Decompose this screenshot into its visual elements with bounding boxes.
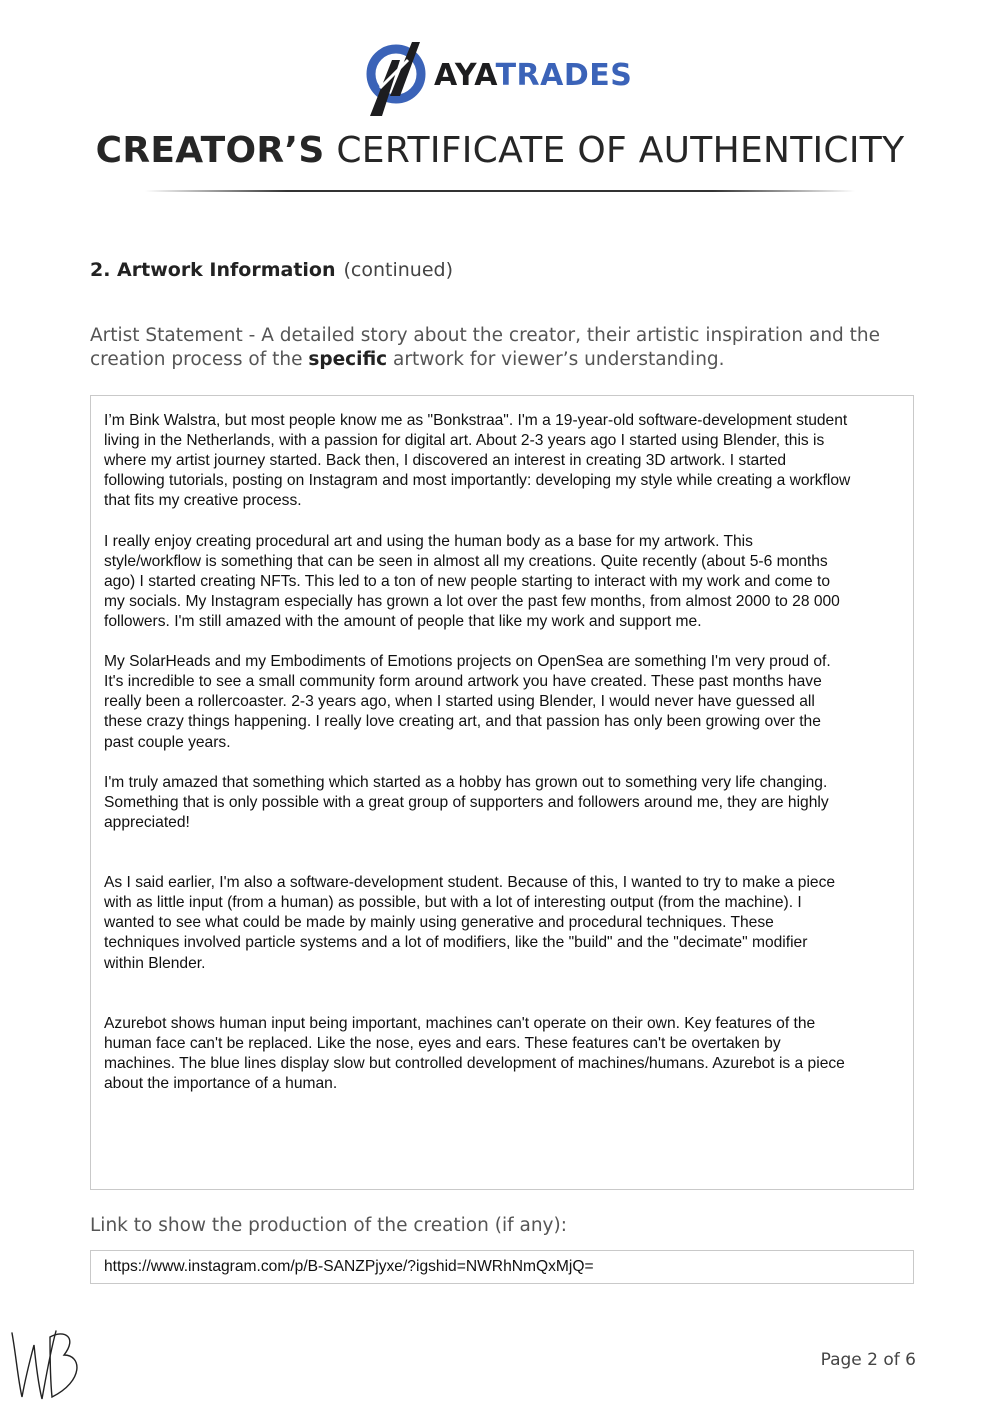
statement-label-pre: Artist Statement - A detailed story about the creator, their artistic inspiration and the creation process of the <box>90 325 881 370</box>
certificate-title-bold: CREATOR’S <box>95 130 325 171</box>
artist-statement-label <box>90 324 890 372</box>
statement-paragraph: I'm truly amazed that something which started as a hobby has grown out to something very life changing. Something that is only possible with a great group of supporters and followers around me, they are highly appreciated! <box>104 773 829 831</box>
logo-word-aya: AYA <box>434 58 496 93</box>
ayatrades-logo <box>362 40 652 120</box>
statement-label-bold: specific <box>308 349 388 370</box>
logo-wordmark <box>434 58 632 93</box>
title-divider <box>145 190 855 192</box>
statement-paragraph: My SolarHeads and my Embodiments of Emotions projects on OpenSea are something I'm very proud of. It's incredible to see a small community form around artwork you have created. These past months have really been a rollercoaster. 2-3 years ago, when I started using Blender, I would never have guessed all these crazy things happening. I really love creating art, and that passion has only been growing over the past couple years. <box>104 653 831 751</box>
statement-paragraph: Azurebot shows human input being important, machines can't operate on their own. Key features of the human face can't be replaced. Like the nose, eyes and ears. These features can't be overtaken by machines. The blue lines display slow but controlled development of machines/humans. Azurebot is a piece about the importance of a human. <box>104 1014 845 1093</box>
statement-label-post: artwork for viewer’s understanding. <box>387 349 725 370</box>
ayatrades-logo-mark-icon <box>362 40 426 118</box>
statement-paragraph: I’m Bink Walstra, but most people know me as "Bonkstraa". I'm a 19-year-old software-development student living in the Netherlands, with a passion for digital art. About 2-3 years ago I started using Blender, this is where my artist journey started. Back then, I discovered an interest in creating 3D artwork. I started following tutorials, posting on Instagram and most importantly: developing my style while creating a workflow that fits my creative process. <box>104 412 851 510</box>
artist-statement-field[interactable] <box>90 395 914 1190</box>
section-heading-note: (continued) <box>343 259 454 281</box>
statement-paragraph: I really enjoy creating procedural art and using the human body as a base for my artwork. This style/workflow is something that can be seen in almost all my creations. Quite recently (about 5-6 months ago) I started creating NFTs. This led to a ton of new people starting to interact with my work and come to my socials. My Instagram especially has grown a lot over the past few months, from almost 2000 to 28 000 followers. I'm still amazed with the amount of people that like my work and support me. <box>104 532 840 630</box>
page-number: Page 2 of 6 <box>820 1350 916 1370</box>
certificate-title-rest: CERTIFICATE OF AUTHENTICITY <box>336 130 905 171</box>
statement-paragraph: As I said earlier, I'm also a software-development student. Because of this, I wanted to try to make a piece with as little input (from a human) as possible, but with a lot of interesting output (from the machine). I wanted to see what could be made by mainly using generative and procedural techniques. These techniques involved particle systems and a lot of modifiers, like the "build" and the "decimate" modifier within Blender. <box>104 874 836 972</box>
section-heading <box>90 259 453 281</box>
signature-initials <box>6 1325 86 1405</box>
artist-statement-text <box>104 411 909 1114</box>
certificate-title <box>0 130 1000 171</box>
production-link-label: Link to show the production of the creation (if any): <box>90 1215 567 1236</box>
logo-word-trades: TRADES <box>495 58 633 93</box>
section-heading-title: 2. Artwork Information <box>90 259 336 281</box>
production-link-url[interactable]: https://www.instagram.com/p/B-SANZPjyxe/?igshid=NWRhNmQxMjQ= <box>104 1258 594 1275</box>
production-link-field[interactable] <box>90 1250 914 1284</box>
